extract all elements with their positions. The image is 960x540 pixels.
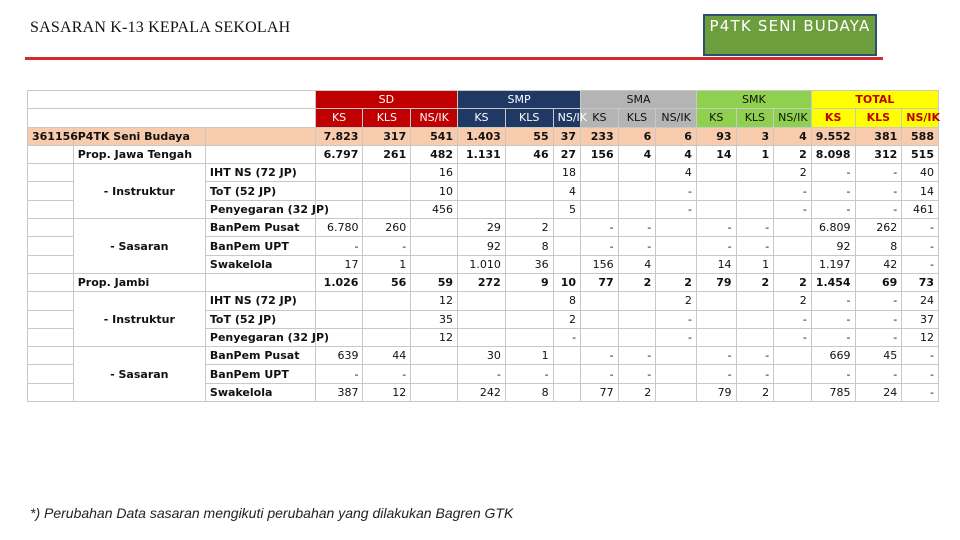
smp-ks-cell: 92 [458, 237, 506, 255]
sd-ks-cell [315, 182, 363, 200]
group-label-sasaran: - Sasaran [73, 219, 205, 274]
sd-kls-cell: - [363, 365, 411, 383]
smk-nsik-cell [774, 383, 812, 401]
sd-ks-cell: 6.780 [315, 219, 363, 237]
smp-nsik-cell: 37 [553, 127, 580, 145]
smk-kls-cell [736, 328, 774, 346]
target-table [27, 90, 939, 402]
sma-nsik-cell: 6 [656, 127, 697, 145]
sub-header-ks: KS [315, 109, 363, 127]
group-label-instruktur: - Instruktur [73, 164, 205, 219]
total-ks-cell: 785 [811, 383, 855, 401]
smk-ks-cell [696, 328, 736, 346]
total-ks-cell: - [811, 292, 855, 310]
smp-ks-cell [458, 328, 506, 346]
total-nsik-cell: - [902, 347, 939, 365]
smk-ks-cell [696, 200, 736, 218]
empty-cell [28, 273, 74, 291]
sma-ks-cell: - [581, 347, 619, 365]
smp-kls-cell [505, 292, 553, 310]
smp-ks-cell: 242 [458, 383, 506, 401]
smk-kls-cell: 3 [736, 127, 774, 145]
total-ks-cell: - [811, 164, 855, 182]
smk-nsik-cell: 2 [774, 164, 812, 182]
sma-nsik-cell [656, 237, 697, 255]
smp-ks-cell [458, 310, 506, 328]
sd-kls-cell: 261 [363, 145, 411, 163]
total-nsik-cell: 73 [902, 273, 939, 291]
sma-ks-cell [581, 328, 619, 346]
group-header-sma: SMA [581, 91, 697, 109]
empty-cell [28, 164, 74, 182]
sma-nsik-cell [656, 219, 697, 237]
table-row [28, 164, 939, 182]
smk-nsik-cell: - [774, 200, 812, 218]
empty-cell [28, 383, 74, 401]
total-kls-cell: - [855, 164, 902, 182]
smp-ks-cell: 30 [458, 347, 506, 365]
smp-ks-cell [458, 292, 506, 310]
row-code: 361156 [28, 127, 74, 145]
sd-ks-cell: 17 [315, 255, 363, 273]
empty-cell [28, 310, 74, 328]
sma-ks-cell: - [581, 219, 619, 237]
sma-kls-cell: 2 [618, 383, 656, 401]
smk-nsik-cell: 4 [774, 127, 812, 145]
sd-ks-cell: 1.026 [315, 273, 363, 291]
total-nsik-cell: - [902, 365, 939, 383]
sub-header-ks: KS [696, 109, 736, 127]
smk-ks-cell: 93 [696, 127, 736, 145]
sma-kls-cell: - [618, 237, 656, 255]
sma-ks-cell: 156 [581, 255, 619, 273]
smk-kls-cell [736, 310, 774, 328]
smp-kls-cell: 2 [505, 219, 553, 237]
row-label: Penyegaran (32 JP) [205, 200, 315, 218]
smk-kls-cell: - [736, 365, 774, 383]
empty-cell [28, 347, 74, 365]
empty-cell [28, 200, 74, 218]
smk-kls-cell: - [736, 237, 774, 255]
sma-nsik-cell [656, 365, 697, 383]
sd-kls-cell: 317 [363, 127, 411, 145]
total-ks-cell: - [811, 200, 855, 218]
total-nsik-cell: 37 [902, 310, 939, 328]
sub-header-nsik: NS/IK [902, 109, 939, 127]
total-kls-cell: 312 [855, 145, 902, 163]
smp-ks-cell: 29 [458, 219, 506, 237]
row-label: Prop. Jambi [73, 273, 205, 291]
sd-nsik-cell [411, 365, 458, 383]
sma-nsik-cell [656, 347, 697, 365]
total-ks-cell: 669 [811, 347, 855, 365]
total-kls-cell: - [855, 292, 902, 310]
sd-kls-cell [363, 310, 411, 328]
smk-ks-cell [696, 310, 736, 328]
sd-nsik-cell: 35 [411, 310, 458, 328]
table-row [28, 127, 939, 145]
row-label: Swakelola [205, 383, 315, 401]
smk-ks-cell: 79 [696, 383, 736, 401]
sma-ks-cell [581, 292, 619, 310]
total-nsik-cell: - [902, 237, 939, 255]
title-divider [25, 57, 883, 60]
page-title: SASARAN K-13 KEPALA SEKOLAH [30, 19, 291, 36]
total-nsik-cell: 40 [902, 164, 939, 182]
sd-kls-cell: 44 [363, 347, 411, 365]
sma-ks-cell: 77 [581, 383, 619, 401]
smp-ks-cell [458, 164, 506, 182]
sma-nsik-cell: - [656, 200, 697, 218]
target-table-body [28, 91, 939, 402]
row-label: Swakelola [205, 255, 315, 273]
total-kls-cell: 45 [855, 347, 902, 365]
sd-kls-cell [363, 328, 411, 346]
row-label: Penyegaran (32 JP) [205, 328, 315, 346]
smk-nsik-cell: - [774, 310, 812, 328]
sd-ks-cell: 639 [315, 347, 363, 365]
total-nsik-cell: 588 [902, 127, 939, 145]
total-nsik-cell: 24 [902, 292, 939, 310]
total-nsik-cell: - [902, 219, 939, 237]
smk-kls-cell: - [736, 219, 774, 237]
sd-ks-cell: - [315, 365, 363, 383]
smp-nsik-cell: 18 [553, 164, 580, 182]
total-kls-cell: 42 [855, 255, 902, 273]
smp-nsik-cell: 10 [553, 273, 580, 291]
smp-nsik-cell: 2 [553, 310, 580, 328]
sma-nsik-cell: 2 [656, 273, 697, 291]
sub-header-nsik: NS/IK [656, 109, 697, 127]
group-header-total: TOTAL [811, 91, 938, 109]
sub-header-kls: KLS [505, 109, 553, 127]
smp-nsik-cell [553, 365, 580, 383]
empty-cell [28, 292, 74, 310]
sub-header-kls: KLS [855, 109, 902, 127]
smk-ks-cell: 79 [696, 273, 736, 291]
sma-kls-cell: 4 [618, 145, 656, 163]
smk-kls-cell [736, 200, 774, 218]
smp-ks-cell: - [458, 365, 506, 383]
sma-ks-cell [581, 200, 619, 218]
smp-kls-cell: 8 [505, 383, 553, 401]
header-spacer [28, 109, 316, 127]
empty-cell [205, 145, 315, 163]
sub-header-nsik: NS/IK [553, 109, 580, 127]
total-ks-cell: 6.809 [811, 219, 855, 237]
smk-kls-cell [736, 292, 774, 310]
smk-nsik-cell: 2 [774, 292, 812, 310]
sma-kls-cell [618, 164, 656, 182]
sma-ks-cell [581, 310, 619, 328]
sd-nsik-cell: 12 [411, 292, 458, 310]
smp-ks-cell [458, 182, 506, 200]
sma-kls-cell [618, 292, 656, 310]
row-label: BanPem UPT [205, 365, 315, 383]
sub-header-nsik: NS/IK [774, 109, 812, 127]
sma-ks-cell [581, 182, 619, 200]
smk-nsik-cell: - [774, 328, 812, 346]
smp-kls-cell: 36 [505, 255, 553, 273]
smk-ks-cell: - [696, 237, 736, 255]
smp-kls-cell: 55 [505, 127, 553, 145]
empty-cell [205, 273, 315, 291]
smp-kls-cell: 9 [505, 273, 553, 291]
sd-nsik-cell: 59 [411, 273, 458, 291]
row-label: P4TK Seni Budaya [73, 127, 205, 145]
smp-nsik-cell: 5 [553, 200, 580, 218]
sub-header-ks: KS [581, 109, 619, 127]
total-kls-cell: 381 [855, 127, 902, 145]
smk-nsik-cell [774, 219, 812, 237]
empty-cell [28, 182, 74, 200]
total-kls-cell: 24 [855, 383, 902, 401]
row-label: BanPem Pusat [205, 347, 315, 365]
smk-kls-cell: 2 [736, 383, 774, 401]
smp-nsik-cell [553, 383, 580, 401]
sma-kls-cell: - [618, 365, 656, 383]
total-nsik-cell: 14 [902, 182, 939, 200]
row-label: Prop. Jawa Tengah [73, 145, 205, 163]
header-spacer [28, 91, 316, 109]
smp-nsik-cell [553, 237, 580, 255]
total-kls-cell: - [855, 310, 902, 328]
total-nsik-cell: - [902, 383, 939, 401]
smp-kls-cell: - [505, 365, 553, 383]
sub-header-kls: KLS [736, 109, 774, 127]
sd-nsik-cell: 482 [411, 145, 458, 163]
sd-ks-cell [315, 164, 363, 182]
total-ks-cell: 92 [811, 237, 855, 255]
smp-kls-cell [505, 310, 553, 328]
sd-nsik-cell [411, 383, 458, 401]
sma-kls-cell: 2 [618, 273, 656, 291]
smk-nsik-cell [774, 365, 812, 383]
sub-header-kls: KLS [618, 109, 656, 127]
sd-nsik-cell [411, 219, 458, 237]
sma-kls-cell: - [618, 347, 656, 365]
row-label: BanPem UPT [205, 237, 315, 255]
table-row [28, 219, 939, 237]
table-row [28, 145, 939, 163]
total-kls-cell: 69 [855, 273, 902, 291]
sd-kls-cell [363, 182, 411, 200]
smp-ks-cell [458, 200, 506, 218]
total-kls-cell: - [855, 365, 902, 383]
smk-ks-cell: - [696, 219, 736, 237]
smp-nsik-cell [553, 347, 580, 365]
sma-ks-cell: - [581, 237, 619, 255]
sma-nsik-cell: - [656, 310, 697, 328]
total-ks-cell: - [811, 365, 855, 383]
smp-nsik-cell: - [553, 328, 580, 346]
total-ks-cell: 8.098 [811, 145, 855, 163]
sub-header-kls: KLS [363, 109, 411, 127]
sd-nsik-cell: 16 [411, 164, 458, 182]
sma-ks-cell [581, 164, 619, 182]
total-ks-cell: - [811, 328, 855, 346]
smk-nsik-cell: 2 [774, 145, 812, 163]
smp-kls-cell: 8 [505, 237, 553, 255]
smk-nsik-cell [774, 237, 812, 255]
sub-header-ks: KS [811, 109, 855, 127]
smp-kls-cell [505, 200, 553, 218]
smp-kls-cell [505, 328, 553, 346]
total-ks-cell: 9.552 [811, 127, 855, 145]
sd-kls-cell: - [363, 237, 411, 255]
sd-nsik-cell: 456 [411, 200, 458, 218]
sd-kls-cell: 260 [363, 219, 411, 237]
sma-kls-cell [618, 310, 656, 328]
empty-cell [28, 219, 74, 237]
smk-kls-cell [736, 164, 774, 182]
smp-ks-cell: 1.010 [458, 255, 506, 273]
empty-cell [28, 328, 74, 346]
total-kls-cell: 8 [855, 237, 902, 255]
smk-kls-cell: 1 [736, 145, 774, 163]
total-kls-cell: - [855, 200, 902, 218]
smp-nsik-cell: 4 [553, 182, 580, 200]
total-nsik-cell: 461 [902, 200, 939, 218]
smk-ks-cell: - [696, 347, 736, 365]
row-label: ToT (52 JP) [205, 310, 315, 328]
sma-nsik-cell: - [656, 328, 697, 346]
empty-cell [205, 127, 315, 145]
smp-ks-cell: 1.131 [458, 145, 506, 163]
smk-kls-cell: 1 [736, 255, 774, 273]
table-row [28, 292, 939, 310]
sma-kls-cell [618, 328, 656, 346]
sd-kls-cell [363, 292, 411, 310]
sma-kls-cell: 6 [618, 127, 656, 145]
sd-ks-cell: 6.797 [315, 145, 363, 163]
empty-cell [28, 365, 74, 383]
smp-kls-cell [505, 164, 553, 182]
empty-cell [28, 145, 74, 163]
smp-kls-cell [505, 182, 553, 200]
smk-ks-cell: - [696, 365, 736, 383]
total-nsik-cell: - [902, 255, 939, 273]
smk-nsik-cell: 2 [774, 273, 812, 291]
smk-nsik-cell [774, 347, 812, 365]
total-kls-cell: 262 [855, 219, 902, 237]
p4tk-badge: P4TK SENI BUDAYA [703, 14, 877, 56]
smp-nsik-cell: 27 [553, 145, 580, 163]
sma-ks-cell: 156 [581, 145, 619, 163]
sd-nsik-cell [411, 255, 458, 273]
smk-ks-cell [696, 182, 736, 200]
total-ks-cell: - [811, 182, 855, 200]
sma-nsik-cell [656, 383, 697, 401]
row-label: IHT NS (72 JP) [205, 164, 315, 182]
sd-kls-cell [363, 200, 411, 218]
sd-ks-cell [315, 310, 363, 328]
smp-ks-cell: 272 [458, 273, 506, 291]
sma-nsik-cell [656, 255, 697, 273]
group-header-smp: SMP [458, 91, 581, 109]
smk-ks-cell [696, 292, 736, 310]
sd-kls-cell [363, 164, 411, 182]
sma-nsik-cell: 2 [656, 292, 697, 310]
smk-kls-cell: - [736, 347, 774, 365]
smp-nsik-cell: 8 [553, 292, 580, 310]
smp-kls-cell: 1 [505, 347, 553, 365]
total-nsik-cell: 12 [902, 328, 939, 346]
smk-nsik-cell: - [774, 182, 812, 200]
total-nsik-cell: 515 [902, 145, 939, 163]
sma-kls-cell [618, 200, 656, 218]
row-label: ToT (52 JP) [205, 182, 315, 200]
table-row [28, 273, 939, 291]
total-kls-cell: - [855, 182, 902, 200]
sma-nsik-cell: - [656, 182, 697, 200]
group-header-sd: SD [315, 91, 457, 109]
group-header-smk: SMK [696, 91, 811, 109]
total-ks-cell: - [811, 310, 855, 328]
sd-ks-cell [315, 292, 363, 310]
sd-ks-cell: - [315, 237, 363, 255]
smp-ks-cell: 1.403 [458, 127, 506, 145]
total-ks-cell: 1.197 [811, 255, 855, 273]
smk-kls-cell: 2 [736, 273, 774, 291]
smp-nsik-cell [553, 219, 580, 237]
total-kls-cell: - [855, 328, 902, 346]
sd-kls-cell: 12 [363, 383, 411, 401]
row-label: BanPem Pusat [205, 219, 315, 237]
sd-nsik-cell: 10 [411, 182, 458, 200]
sub-header-row [28, 109, 939, 127]
sub-header-ks: KS [458, 109, 506, 127]
sma-kls-cell: 4 [618, 255, 656, 273]
sma-ks-cell: 77 [581, 273, 619, 291]
smp-nsik-cell [553, 255, 580, 273]
smk-ks-cell [696, 164, 736, 182]
empty-cell [28, 237, 74, 255]
table-row [28, 347, 939, 365]
sma-ks-cell: - [581, 365, 619, 383]
row-label: IHT NS (72 JP) [205, 292, 315, 310]
smk-nsik-cell [774, 255, 812, 273]
sd-kls-cell: 56 [363, 273, 411, 291]
sma-nsik-cell: 4 [656, 145, 697, 163]
sma-ks-cell: 233 [581, 127, 619, 145]
group-label-sasaran: - Sasaran [73, 347, 205, 402]
group-label-instruktur: - Instruktur [73, 292, 205, 347]
total-ks-cell: 1.454 [811, 273, 855, 291]
sma-kls-cell [618, 182, 656, 200]
smk-ks-cell: 14 [696, 145, 736, 163]
sd-ks-cell: 7.823 [315, 127, 363, 145]
sma-nsik-cell: 4 [656, 164, 697, 182]
sd-nsik-cell: 12 [411, 328, 458, 346]
sd-kls-cell: 1 [363, 255, 411, 273]
smk-kls-cell [736, 182, 774, 200]
footnote: *) Perubahan Data sasaran mengikuti perubahan yang dilakukan Bagren GTK [30, 505, 514, 521]
sub-header-nsik: NS/IK [411, 109, 458, 127]
group-header-row [28, 91, 939, 109]
smk-ks-cell: 14 [696, 255, 736, 273]
smp-kls-cell: 46 [505, 145, 553, 163]
empty-cell [28, 255, 74, 273]
sma-kls-cell: - [618, 219, 656, 237]
sd-nsik-cell: 541 [411, 127, 458, 145]
sd-nsik-cell [411, 347, 458, 365]
sd-nsik-cell [411, 237, 458, 255]
sd-ks-cell: 387 [315, 383, 363, 401]
